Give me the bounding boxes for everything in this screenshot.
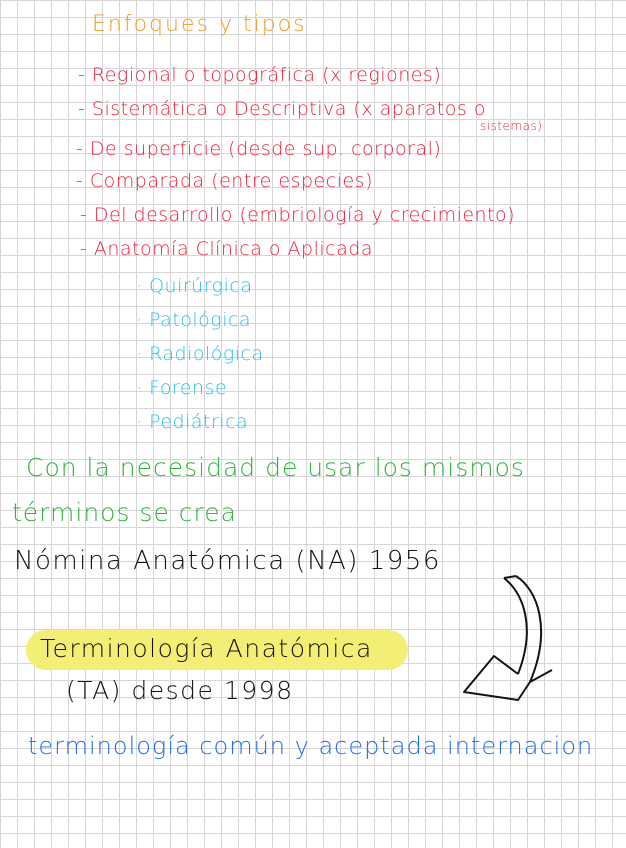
approach-item-desarrollo: - Del desarrollo (embriología y crecimiento) xyxy=(80,204,516,226)
approach-item-superficie: - De superficie (desde sup. corporal) xyxy=(76,138,442,160)
necessity-line-1: Con la necesidad de usar los mismos xyxy=(26,453,525,482)
approach-item-regional: - Regional o topográfica (x regiones) xyxy=(78,64,442,86)
curved-arrow-icon xyxy=(458,570,558,710)
subtype-radiologica: · Radiológica xyxy=(136,343,264,365)
terminologia-comun: terminología común y aceptada internacion xyxy=(28,732,594,760)
ta-since: (TA) desde 1998 xyxy=(66,676,294,705)
subtype-forense: · Forense xyxy=(136,377,228,399)
subtype-quirurgica: · Quirúrgica xyxy=(136,275,253,297)
subtype-pediatrica: · Pediátrica xyxy=(136,411,249,433)
approach-item-comparada: - Comparada (entre especies) xyxy=(76,170,373,192)
nomina-anatomica: Nómina Anatómica (NA) 1956 xyxy=(14,546,441,576)
note-title: Enfoques y tipos xyxy=(92,12,307,37)
approach-item-sistematica: - Sistemática o Descriptiva (x aparatos o xyxy=(78,98,487,120)
subtype-patologica: · Patológica xyxy=(136,309,252,331)
necessity-line-2: términos se crea xyxy=(12,498,237,527)
approach-item-clinica: - Anatomía Clínica o Aplicada xyxy=(80,238,373,260)
approach-item-sistematica-cont: sistemas) xyxy=(480,119,543,133)
terminologia-anatomica: Terminología Anatómica xyxy=(40,634,373,663)
